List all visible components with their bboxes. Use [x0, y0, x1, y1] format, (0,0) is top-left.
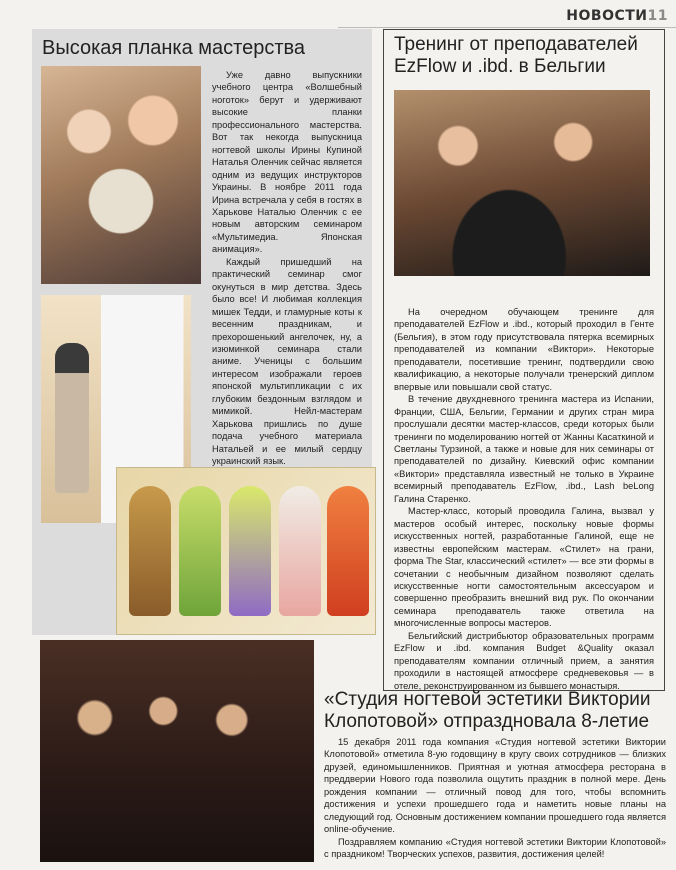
anime-nails-photo	[116, 467, 376, 635]
nail-tip	[229, 486, 271, 616]
article-left	[32, 29, 372, 635]
instructor-figure	[55, 343, 89, 493]
nail-tip	[129, 486, 171, 616]
seminar-students-photo	[41, 66, 201, 284]
paragraph: Бельгийский дистрибьютор образовательных программ EzFlow и .ibd. компания Budget &Quality оказал преподавателям компании отличный прием, а занятия проходили в настоящей атмосфере средневековья — в отеле, реконструированном из бывшего монастыря.	[394, 630, 654, 691]
article-left-title: Высокая планка мастерства	[42, 37, 306, 59]
nail-tip	[179, 486, 221, 616]
paragraph: Каждый пришедший на практический семинар смог окунуться в мир детства. Здесь было все! И любимая коллекция мишек Тедди, и гламурные коты к весенним праздникам, и прехорошенький ангелочек, ну, а изюминкой семинара стали аниме. Ученицы с большим интересом изображали героев японской мультипликации с их глубоким бездонным взглядом и мимикой. Нейл-мастерам Харькова пришлись по душе подача учебного материала Натальей и ее милый сердцу украинский язык.	[212, 256, 362, 467]
article-bottom-title: «Студия ногтевой эстетики Виктории Клопотовой» отпраздновала 8-летие	[324, 689, 651, 732]
page-header	[566, 8, 668, 24]
belgium-training-photo	[394, 90, 650, 276]
article-left-body	[212, 69, 362, 468]
paragraph: 15 декабря 2011 года компания «Студия ногтевой эстетики Виктории Клопотовой» отметила 8-ую годовщину в кругу своих сотрудников — близких друзей, единомышленников. Приятная и уютная атмосфера ресторана в преддверии Нового года позволила ощутить праздник в полной мере. День рождения компании — отличный повод для того, чтобы вспомнить достижения и успехи прошедшего года и наметить новые планы на следующий год. Основным достижением компании прошедшего года является online-обучение.	[324, 737, 666, 835]
article-bottom-body	[324, 736, 666, 861]
paragraph: На очередном обучающем тренинге для преподавателей EzFlow и .ibd., который проходил в Генте (Бельгия), в этом году присутствовала пятерка всемирных преподавателей из компании «Виктори». Некоторые преподаватели, посетившие тренинг, подтвердили свою квалификацию, а некоторые получали тренерский диплом впервые или повышали свой статус.	[394, 307, 654, 392]
paragraph: Мастер-класс, который проводила Галина, вызвал у мастеров особый интерес, поскольку новые формы искусственных ногтей, разработанные Галиной, еще не известны европейским мастерам. «Стилет» на грани, форма The Star, классический «стилет» — все эти формы в сочетании с необычным дизайном позволяют сделать искусственные ногти самостоятельным аксессуаром и совершенно преобразить внешний вид рук. По окончании семинара преподаватель также ответила на многочисленные вопросы мастеров.	[394, 506, 654, 629]
article-right-body	[394, 306, 654, 692]
page-number: 11	[647, 8, 668, 24]
section-name: НОВОСТИ	[566, 8, 648, 24]
article-right-title: Тренинг от преподавателей EzFlow и .ibd. в Бельгии	[394, 34, 638, 77]
header-rule	[338, 27, 676, 28]
nail-tip	[279, 486, 321, 616]
paragraph: Поздравляем компанию «Студия ногтевой эстетики Виктории Клопотовой» с праздником! Творческих успехов, развития, достижения целей!	[324, 836, 666, 860]
article-right	[383, 29, 665, 691]
paragraph: В течение двухдневного тренинга мастера из Испании, Франции, США, Бельгии, Германии и других стран мира прослушали десятки мастер-классов, среди которых были тренинги по моделированию ногтей от Жанны Касаткиной и Светланы Турзиной, а также и новые для них семинары от преподавателей по дизайну. Киевский офис компании «Виктори» представляла известный не только в Украине всемирный преподаватель EzFlow, .ibd., Lash beLong Галина Старенко.	[394, 394, 654, 504]
nail-tip	[327, 486, 369, 616]
anniversary-party-photo	[40, 640, 314, 862]
paragraph: Уже давно выпускники учебного центра «Волшебный ноготок» берут и удерживают высокие планки профессионального мастерства. Вот так некогда выпускница ногтевой школы Ирины Купиной Наталья Оленчик сейчас является одним из ведущих инструкторов Украины. В ноябре 2011 года Ирина встречала у себя в гостях в Харькове Наталью Оленчик с ее новым авторским семинаром «Мультимедиа. Японская анимация».	[212, 70, 362, 255]
